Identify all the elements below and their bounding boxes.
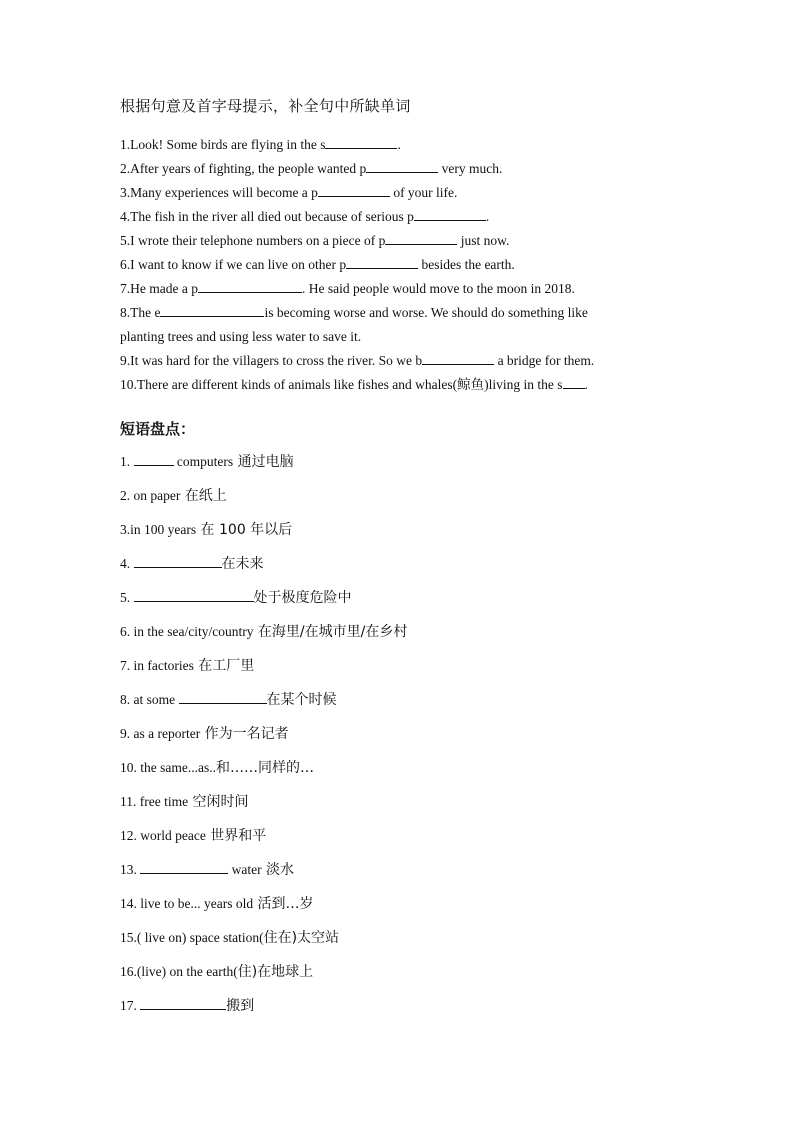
phrase-chinese: 空闲时间	[188, 794, 249, 810]
answer-blank[interactable]	[366, 160, 438, 173]
phrase-chinese: 在某个时候	[266, 692, 337, 708]
sentence-10	[120, 373, 720, 397]
answer-blank[interactable]	[325, 136, 397, 149]
phrase-chinese: 住)在地球上	[237, 964, 314, 980]
phrase-english: 7. in factories	[120, 658, 194, 673]
phrase-12	[120, 824, 720, 858]
phrase-5	[120, 586, 720, 620]
phrase-number: 13.	[120, 862, 141, 877]
phrase-15	[120, 926, 720, 960]
sentence-text: 5.I wrote their telephone numbers on a piece of p	[120, 233, 386, 248]
phrase-14	[120, 892, 720, 926]
sentence-text: of your life.	[389, 185, 458, 200]
sentence-5	[120, 229, 720, 253]
phrase-chinese: 作为一名记者	[200, 726, 289, 742]
phrase-number: 1.	[120, 454, 134, 469]
phrase-chinese: 搬到	[226, 998, 255, 1014]
phrase-chinese: 淡水	[261, 862, 295, 878]
sentence-text: 10.There are different kinds of animals like fishes and whales(鲸鱼)living in the s	[120, 377, 563, 392]
sentence-text: a bridge for them.	[494, 353, 595, 368]
section-1-title: 根据句意及首字母提示，补全句中所缺单词	[120, 97, 411, 115]
phrase-chinese: 世界和平	[205, 828, 267, 844]
phrase-number: 5.	[120, 590, 134, 605]
sentence-text: just now.	[457, 233, 510, 248]
phrase-english: 11. free time	[120, 794, 189, 809]
answer-blank[interactable]	[346, 256, 418, 269]
answer-blank[interactable]	[134, 589, 254, 602]
phrase-english: 8. at some	[120, 692, 179, 707]
sentence-text: . He said people would move to the moon in 2018.	[301, 281, 575, 296]
phrase-english: water	[228, 862, 262, 877]
phrase-2	[120, 484, 720, 518]
phrase-english: computers	[173, 454, 234, 469]
sentence-8-continued	[120, 325, 720, 349]
answer-blank[interactable]	[134, 453, 174, 466]
sentence-text: 3.Many experiences will become a p	[120, 185, 318, 200]
phrase-english: 2. on paper	[120, 488, 181, 503]
phrase-english: 3.in 100 years	[120, 522, 197, 537]
phrase-chinese: 通过电脑	[233, 454, 294, 470]
sentence-3	[120, 181, 720, 205]
phrase-english: 15.( live on) space station(	[120, 930, 264, 945]
sentence-text: 7.He made a p	[120, 281, 198, 296]
phrase-13	[120, 858, 720, 892]
answer-blank[interactable]	[160, 304, 264, 317]
phrase-8	[120, 688, 720, 722]
phrase-chinese: 住在)太空站	[263, 930, 340, 946]
sentence-text: 8.The e	[120, 305, 161, 320]
sentence-8	[120, 301, 720, 325]
sentence-1	[120, 133, 720, 157]
sentence-2	[120, 157, 720, 181]
sentence-text: 4.The fish in the river all died out because of serious p	[120, 209, 414, 224]
phrase-english: 6. in the sea/city/country	[120, 624, 254, 639]
phrase-list	[120, 450, 720, 1028]
phrase-chinese: 在未来	[221, 556, 264, 572]
answer-blank[interactable]	[140, 861, 228, 874]
answer-blank[interactable]	[318, 184, 390, 197]
phrase-english: 14. live to be... years old	[120, 896, 254, 911]
sentence-4	[120, 205, 720, 229]
sentence-text: 9.It was hard for the villagers to cross the river. So we b	[120, 353, 423, 368]
phrase-chinese: 和……同样的…	[215, 760, 314, 776]
phrase-9	[120, 722, 720, 756]
sentence-text: .	[584, 377, 588, 392]
answer-blank[interactable]	[422, 352, 494, 365]
answer-blank[interactable]	[134, 555, 222, 568]
sentence-9	[120, 349, 720, 373]
sentence-text: .	[397, 137, 401, 152]
fill-in-sentences-list	[120, 133, 720, 397]
answer-blank[interactable]	[563, 376, 585, 389]
phrase-chinese: 处于极度危险中	[253, 590, 352, 606]
phrase-1	[120, 450, 720, 484]
phrase-16	[120, 960, 720, 994]
phrase-english: 12. world peace	[120, 828, 206, 843]
phrase-chinese: 在 100 年以后	[196, 522, 293, 538]
phrase-english: 9. as a reporter	[120, 726, 201, 741]
phrase-number: 17.	[120, 998, 141, 1013]
sentence-text: is becoming worse and worse. We should do something like	[264, 305, 588, 320]
sentence-text: .	[485, 209, 490, 224]
phrase-english: 10. the same...as..	[120, 760, 216, 775]
phrase-chinese: 在纸上	[180, 488, 227, 504]
sentence-text: 6.I want to know if we can live on other p	[120, 257, 347, 272]
phrase-4	[120, 552, 720, 586]
answer-blank[interactable]	[414, 208, 486, 221]
sentence-text: 1.Look! Some birds are flying in the s	[120, 137, 326, 152]
sentence-6	[120, 253, 720, 277]
phrase-chinese: 活到…岁	[253, 896, 314, 912]
answer-blank[interactable]	[179, 691, 267, 704]
phrase-6	[120, 620, 720, 654]
sentence-text: besides the earth.	[418, 257, 515, 272]
phrase-chinese: 在工厂里	[193, 658, 255, 674]
sentence-text: planting trees and using less water to save it.	[120, 329, 362, 344]
phrase-3	[120, 518, 720, 552]
answer-blank[interactable]	[198, 280, 302, 293]
phrase-chinese: 在海里/在城市里/在乡村	[253, 624, 408, 640]
phrase-11	[120, 790, 720, 824]
phrase-10	[120, 756, 720, 790]
answer-blank[interactable]	[140, 997, 226, 1010]
phrase-english: 16.(live) on the earth(	[120, 964, 238, 979]
sentence-text: 2.After years of fighting, the people wanted p	[120, 161, 367, 176]
phrase-17	[120, 994, 720, 1028]
phrase-7	[120, 654, 720, 688]
answer-blank[interactable]	[385, 232, 457, 245]
section-2-title: 短语盘点：	[120, 420, 196, 438]
phrase-number: 4.	[120, 556, 134, 571]
sentence-7	[120, 277, 720, 301]
sentence-text: very much.	[438, 161, 503, 176]
